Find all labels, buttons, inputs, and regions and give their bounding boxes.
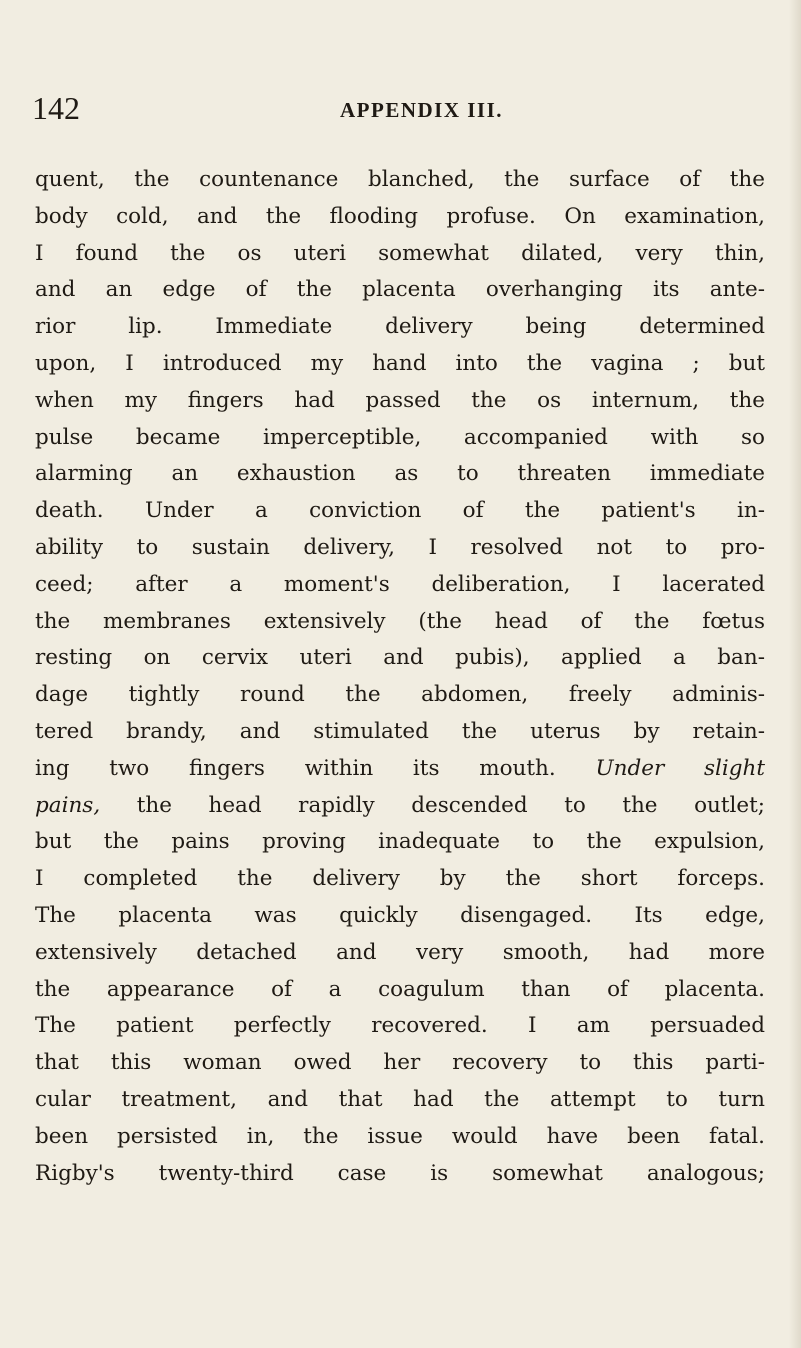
- text-line: pulse became imperceptible, accompanied with so: [35, 424, 765, 450]
- text-line-with-italic: [35, 751, 765, 788]
- page-edge-shadow: [789, 0, 801, 1348]
- page-number: 142: [32, 90, 80, 126]
- text-line: but the pains proving inadequate to the expulsion,: [35, 829, 765, 855]
- text-line: alarming an exhaustion as to threaten immediate: [35, 461, 765, 487]
- page-header: [0, 88, 801, 132]
- text-line: extensively detached and very smooth, had more: [35, 939, 765, 965]
- text-line: The patient perfectly recovered. I am persuaded: [35, 1013, 765, 1039]
- text-line: and an edge of the placenta overhanging its ante-: [35, 277, 765, 303]
- text-line: The placenta was quickly disengaged. Its edge,: [35, 902, 765, 928]
- text-line: quent, the countenance blanched, the surface of the: [35, 167, 765, 192]
- text-line-with-italic: [35, 788, 765, 825]
- body-text: [35, 162, 765, 1192]
- text-line: cular treatment, and that had the attempt to turn: [35, 1086, 765, 1112]
- text-line: ability to sustain delivery, I resolved not to pro-: [35, 534, 765, 560]
- text-line: when my fingers had passed the os internum, the: [35, 387, 765, 413]
- text-line: rior lip. Immediate delivery being determined: [35, 314, 765, 340]
- italic-phrase: pains,: [35, 792, 101, 818]
- text-line: tered brandy, and stimulated the uterus by retain-: [35, 718, 765, 744]
- text-line: resting on cervix uteri and pubis), applied a ban-: [35, 645, 765, 671]
- text-line: ceed; after a moment's deliberation, I lacerated: [35, 571, 765, 597]
- text-line: body cold, and the flooding profuse. On examination,: [35, 203, 765, 229]
- italic-phrase: Under slight: [595, 755, 765, 781]
- text-segment: the head rapidly descended to the outlet;: [100, 792, 765, 818]
- running-head: APPENDIX III.: [340, 98, 504, 122]
- text-line: upon, I introduced my hand into the vagina ; but: [35, 350, 765, 376]
- text-segment: ing two fingers within its mouth.: [35, 755, 556, 781]
- text-line: that this woman owed her recovery to this parti-: [35, 1050, 765, 1076]
- text-line: the membranes extensively (the head of the fœtus: [35, 608, 765, 634]
- text-line: I completed the delivery by the short forceps.: [35, 866, 765, 892]
- text-line: I found the os uteri somewhat dilated, very thin,: [35, 240, 765, 266]
- text-line: been persisted in, the issue would have been fatal.: [35, 1123, 765, 1149]
- text-line: the appearance of a coagulum than of placenta.: [35, 976, 765, 1002]
- text-line: dage tightly round the abdomen, freely adminis-: [35, 682, 765, 708]
- text-line: death. Under a conviction of the patient's in-: [35, 498, 765, 524]
- text-line: Rigby's twenty-third case is somewhat analogous;: [35, 1160, 765, 1186]
